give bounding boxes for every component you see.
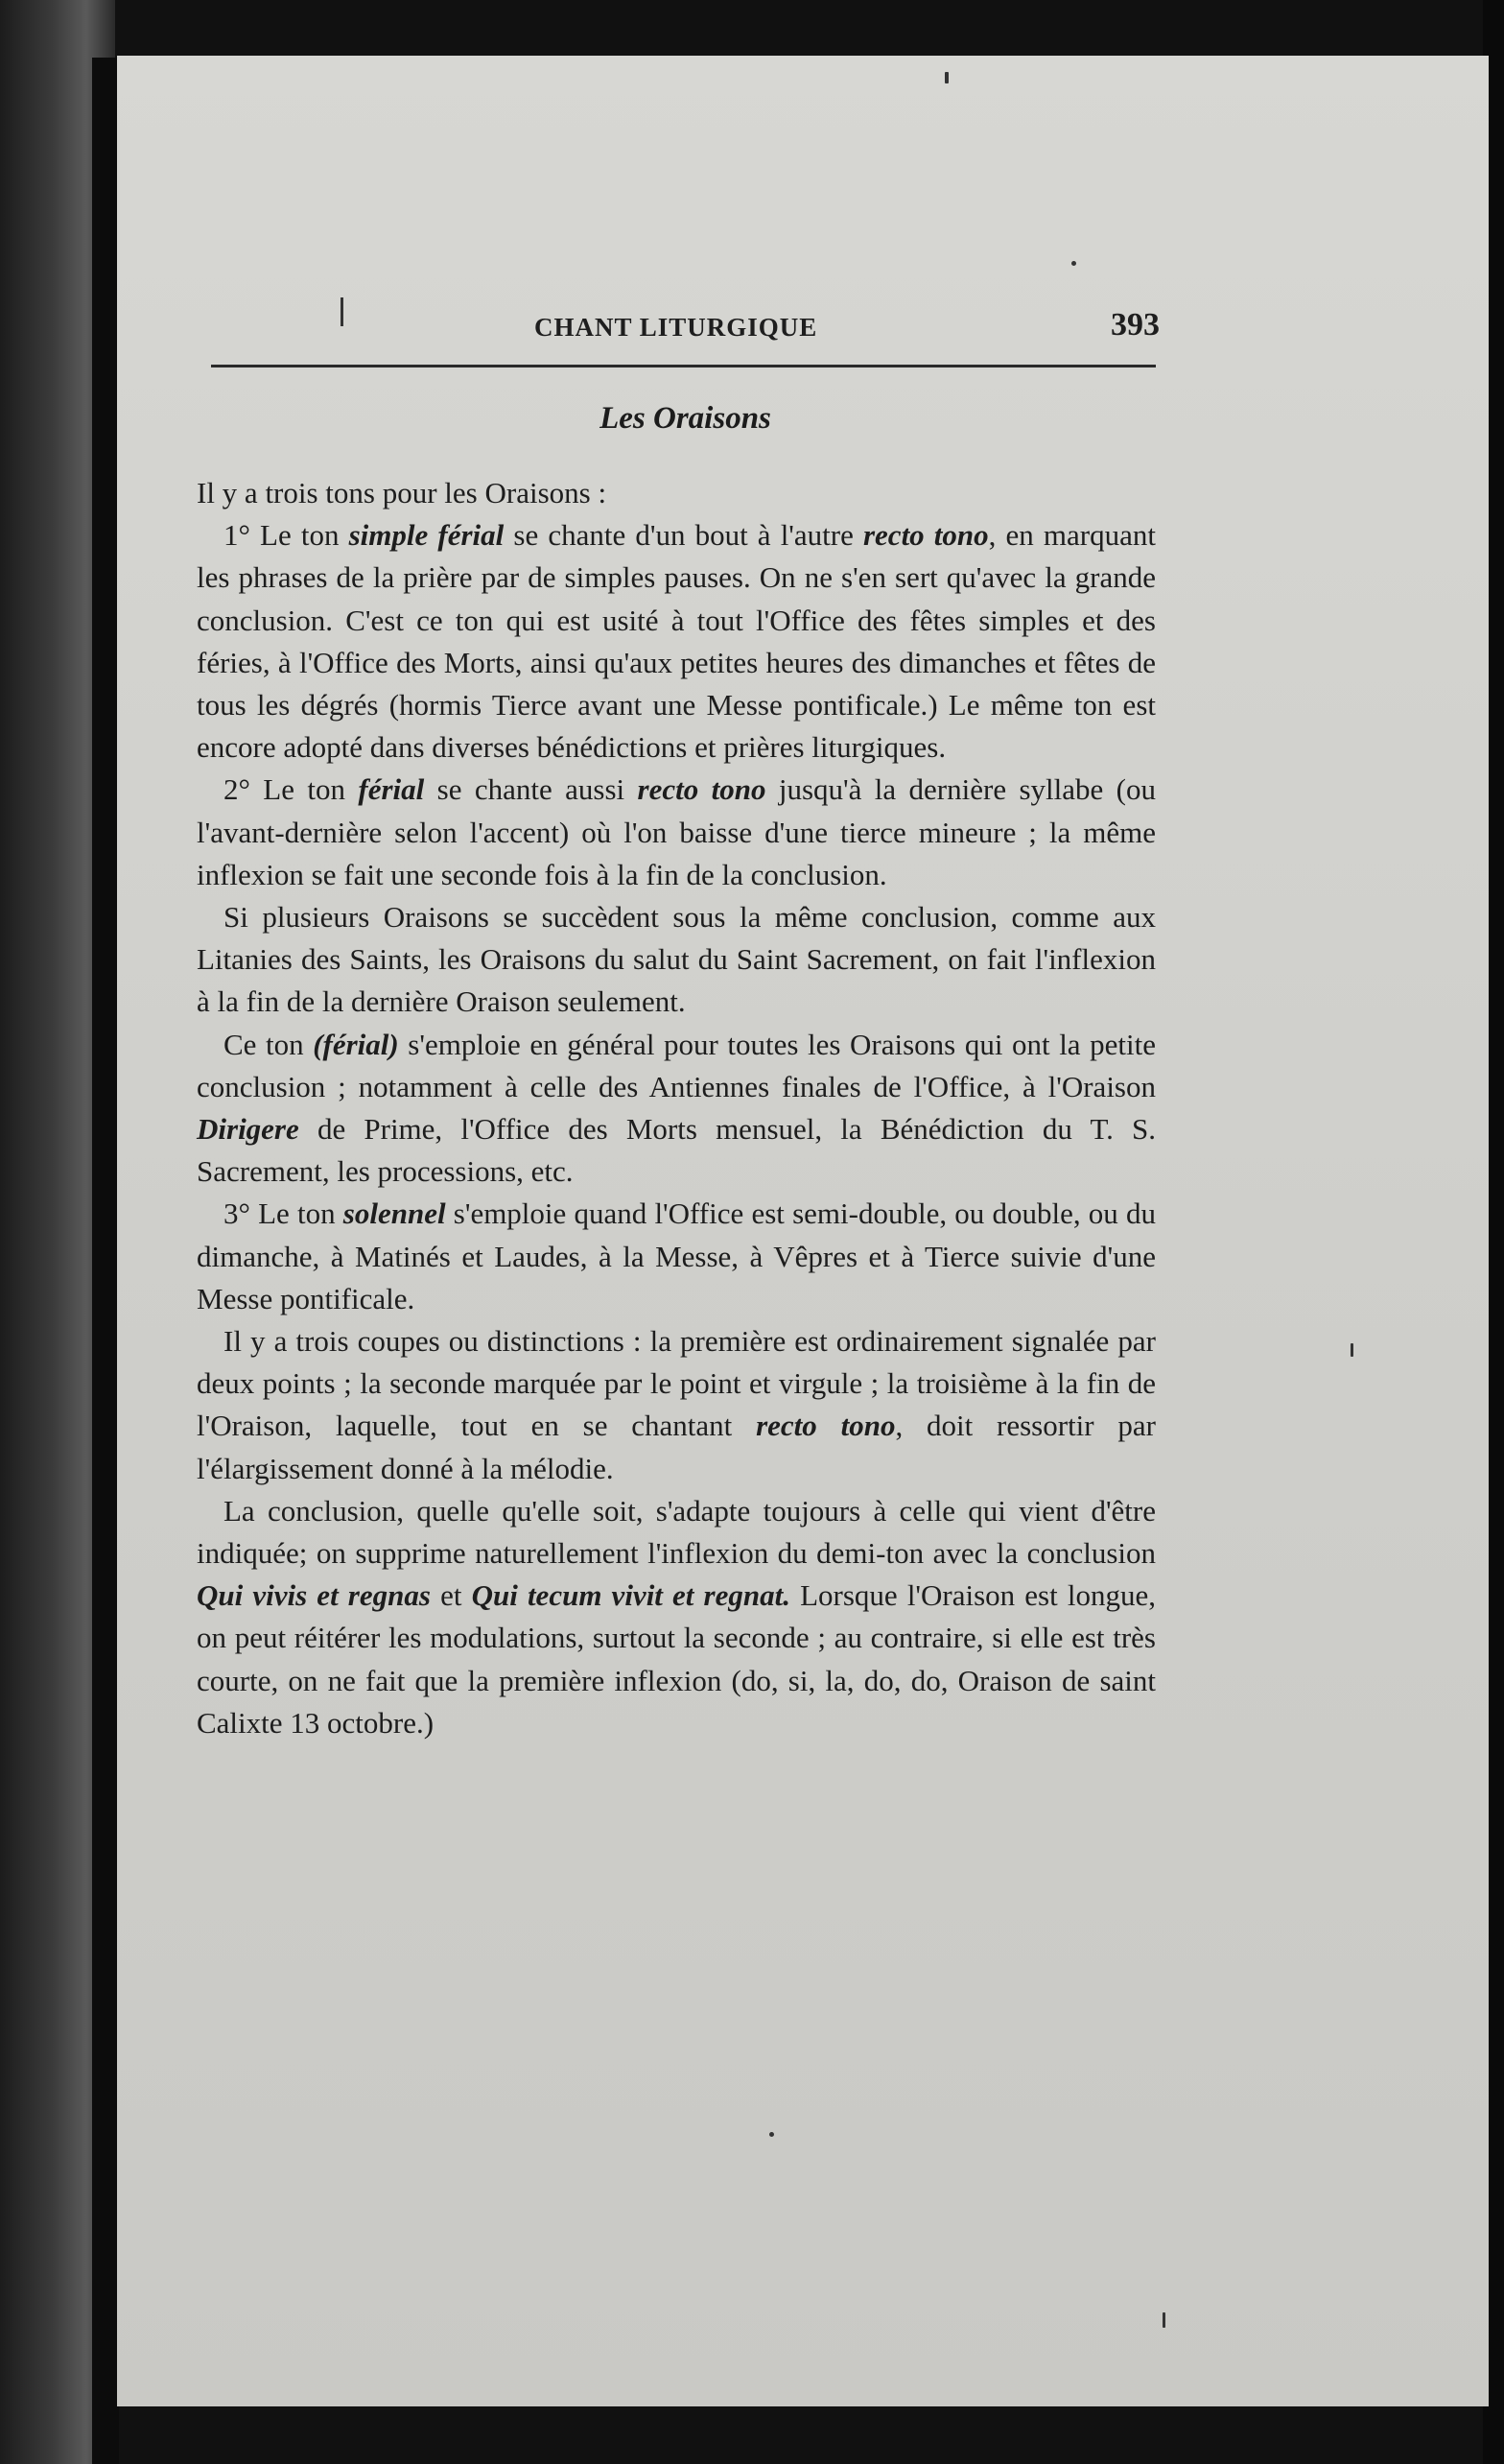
page-number: 393 (1111, 307, 1160, 343)
margin-mark (341, 297, 343, 326)
paragraph: 2° Le ton férial se chante aussi recto tono jusqu'à la dernière syllabe (ou l'avant-dernière selon l'accent) où l'on baisse d'une tierce mineure ; la même inflexion se fait une seconde fois à la fin de la conclusion. (197, 772, 1156, 891)
header-rule (211, 365, 1156, 367)
body-text (197, 472, 1156, 1744)
paragraph: Ce ton (férial) s'emploie en général pour toutes les Oraisons qui ont la petite conclusion ; notamment à celle des Antiennes finales de l'Office, à l'Oraison Dirigere de Prime, l'Office des Morts mensuel, la Bénédiction du T. S. Sacrement, les processions, etc. (197, 1027, 1156, 1189)
paragraph: Il y a trois coupes ou distinctions : la première est ordinairement signalée par deux points ; la seconde marquée par le point et virgule ; la troisième à la fin de l'Oraison, laquelle, tout en se chantant recto tono, doit ressortir par l'élargissement donné à la mélodie. (197, 1324, 1156, 1485)
paragraph: La conclusion, quelle qu'elle soit, s'adapte toujours à celle qui vient d'être indiquée; on supprime naturellement l'inflexion du demi-ton avec la conclusion Qui vivis et regnas et Qui tecum vivit et regnat. Lorsque l'Oraison est longue, on peut réitérer les modulations, surtout la seconde ; au contraire, si elle est très courte, on ne fait que la première inflexion (do, si, la, do, do, Oraison de saint Calixte 13 octobre.) (197, 1493, 1156, 1740)
section-title: Les Oraisons (599, 401, 771, 436)
paragraph: 3° Le ton solennel s'emploie quand l'Office est semi-double, ou double, ou du dimanche, à Matinés et Laudes, à la Messe, à Vêpres et à Tierce suivie d'une Messe pontificale. (197, 1196, 1156, 1315)
print-speck (945, 72, 949, 83)
running-header (213, 309, 1158, 353)
print-speck (1163, 2312, 1165, 2328)
paragraph: Il y a trois tons pour les Oraisons : (197, 476, 607, 509)
paragraph: Si plusieurs Oraisons se succèdent sous la même conclusion, comme aux Litanies des Saints, les Oraisons du salut du Saint Sacrement, on fait l'inflexion à la fin de la dernière Oraison seulement. (197, 900, 1156, 1019)
print-speck (1351, 1343, 1353, 1357)
book-spine (92, 58, 119, 2464)
paragraph: 1° Le ton simple férial se chante d'un bout à l'autre recto tono, en marquant les phrases de la prière par de simples pauses. On ne s'en sert qu'avec la grande conclusion. C'est ce ton qui est usité à tout l'Office des fêtes simples et des féries, à l'Office des Morts, ainsi qu'aux petites heures des dimanches et fêtes de tous les dégrés (hormis Tierce avant une Messe pontificale.) Le même ton est encore adopté dans diverses bénédictions et prières liturgiques. (197, 518, 1157, 765)
print-speck (1071, 261, 1076, 266)
print-speck (769, 2132, 774, 2137)
running-title: CHANT LITURGIQUE (534, 313, 818, 342)
